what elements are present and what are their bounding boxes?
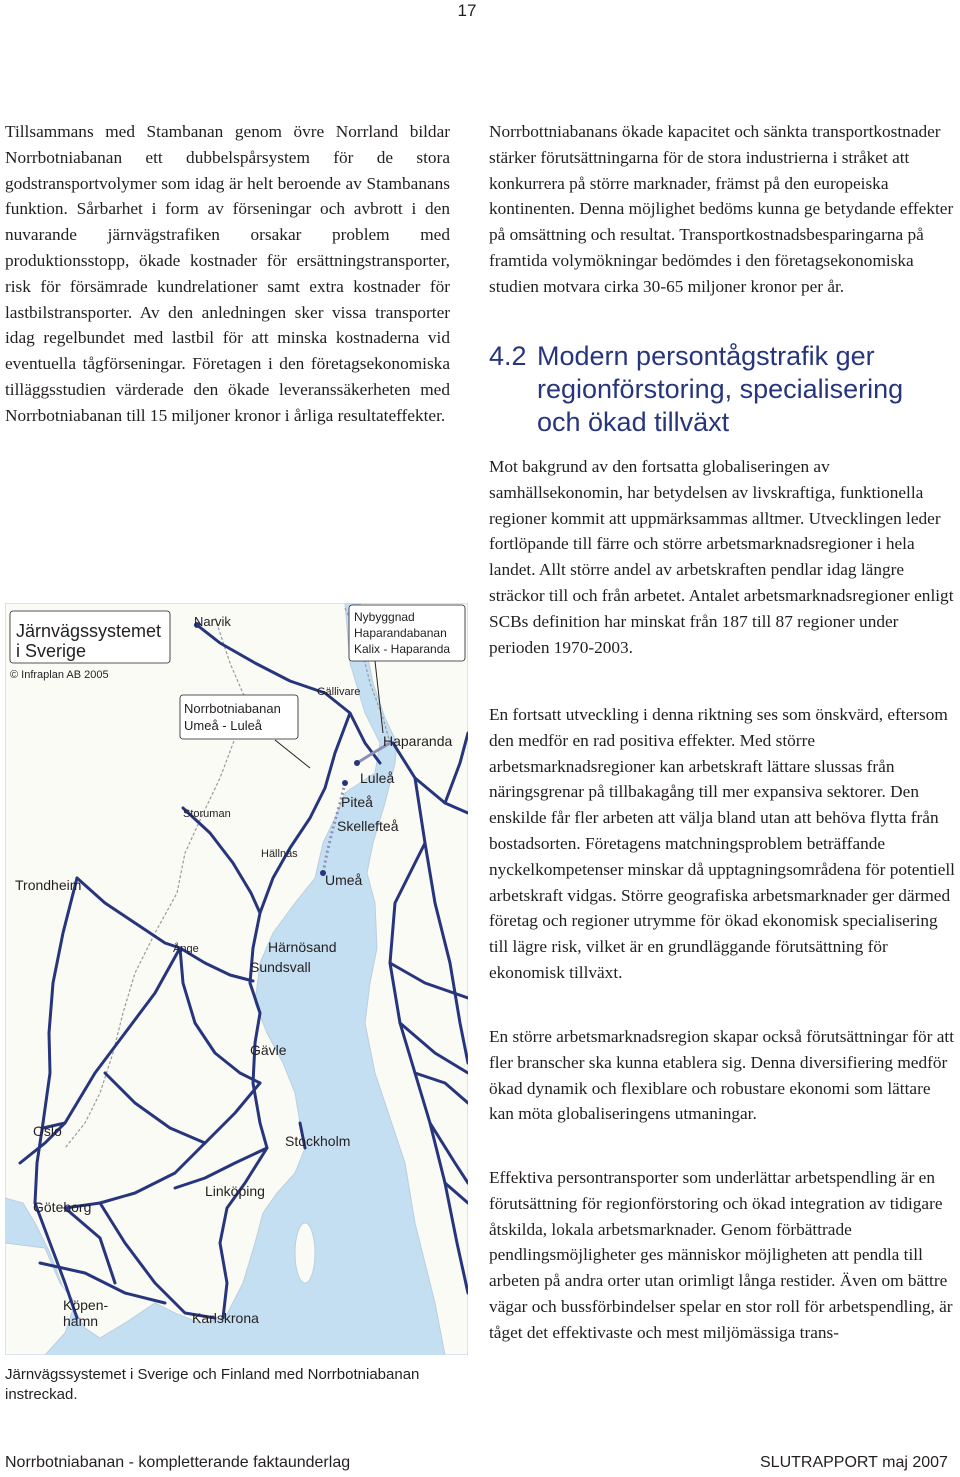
page-number: 17 bbox=[457, 1, 477, 20]
label-sundsvall: Sundsvall bbox=[250, 959, 311, 975]
callout-top-line1: Nybyggnad bbox=[354, 610, 415, 624]
section-heading bbox=[489, 340, 959, 439]
label-oslo: Oslo bbox=[33, 1123, 62, 1139]
label-gavle: Gävle bbox=[250, 1042, 287, 1058]
label-hallnas: Hällnäs bbox=[261, 848, 298, 860]
label-lulea: Luleå bbox=[360, 770, 395, 786]
city-dot bbox=[342, 780, 348, 786]
label-stockholm: Stockholm bbox=[285, 1133, 351, 1149]
label-kopenhamn-line1: Köpen- bbox=[63, 1297, 109, 1313]
label-haparanda: Haparanda bbox=[383, 733, 453, 749]
label-karlskrona: Karlskrona bbox=[192, 1310, 259, 1326]
map-copyright: © Infraplan AB 2005 bbox=[10, 669, 109, 681]
label-pitea: Piteå bbox=[341, 794, 373, 810]
city-dot bbox=[354, 760, 360, 766]
label-ange: Ånge bbox=[173, 943, 199, 955]
label-narvik: Narvik bbox=[194, 614, 231, 629]
body-paragraph: Mot bakgrund av den fortsatta globaliseringen av samhällsekonomin, har betydelsen av livskraftiga, funktionella regioner kommit att uppmärksammas alltmer. Utvecklingen leder fortlöpande till färre och större arbetsmarknadsregioner i hela landet. Allt större andel av arbetskraften pendlar idag längre sträckor till och från arbetet. Antalet arbetsmarknadsregioner enligt SCBs definition har minskat från 187 till 87 regioner under perioden 1970-2003. bbox=[489, 457, 954, 657]
map-title-line1: Järnvägssystemet bbox=[16, 621, 162, 641]
map-title-line2: i Sverige bbox=[16, 641, 87, 661]
body-paragraph: Tillsammans med Stambanan genom övre Norrland bildar Norrbotniabanan ett dubbelspårsystem för de stora godstransportvolymer som idag är helt beroende av Stambanans funktion. Sårbarhet i form av förseningar och avbrott i den nuvarande järnvägstrafiken orsakar problem med produktionsstopp, ökade kostnader för ersättningstransporter, risk för försämrade kundrelationer samt extra kostnader för lastbilstransporter. Av den anledningen sker vissa transporter idag regelbundet med lastbil för att minska kostnaderna vid eventuella tågförseningar. Företagen i den företagsekonomiska tilläggsstudien värderade den ökade leveranssäkerheten med Norrbotniabanan till 15 miljoner kronor i årliga resultateffekter. bbox=[5, 122, 450, 425]
section-title: Modern persontågstrafik ger regionförstoring, specialisering och ökad tillväxt bbox=[537, 341, 904, 437]
label-trondheim: Trondheim bbox=[15, 877, 82, 893]
map-caption: Järnvägssystemet i Sverige och Finland med Norrbotniabanan instreckad. bbox=[5, 1366, 420, 1403]
label-skelleftea: Skellefteå bbox=[337, 818, 399, 834]
callout-top-line2: Haparandabanan bbox=[354, 626, 447, 640]
railway-map bbox=[5, 603, 468, 1355]
callout-top-line3: Kalix - Haparanda bbox=[354, 642, 451, 656]
body-paragraph: En större arbetsmarknadsregion skapar också förutsättningar för att fler branscher ska kunna etablera sig. Denna diversifiering medför ökad dynamik och flexiblare och robustare ekonomi som lättare kan möta globaliseringens utmaningar. bbox=[489, 1027, 954, 1124]
label-harnosand: Härnösand bbox=[268, 939, 337, 955]
callout-mid-line2: Umeå - Luleå bbox=[184, 718, 263, 733]
label-umea: Umeå bbox=[325, 872, 363, 888]
label-goteborg: Göteborg bbox=[33, 1199, 92, 1215]
label-storuman: Storuman bbox=[183, 808, 231, 820]
label-gallivare: Gällivare bbox=[317, 686, 361, 698]
body-paragraph: Norrbottniabanans ökade kapacitet och sänkta transportkostnader stärker förutsättningarna för de stora industrierna i stråket att konkurrera på större marknader, främst på den europeiska kontinenten. Denna möjlighet bedöms kunna ge betydande effekter på omsättning och resultat. Transportkostnadsbesparingarna på framtida volymökningar bedömdes i den företagsekonomiska studien motvara cirka 30-65 miljoner kronor per år. bbox=[489, 122, 954, 296]
callout-mid-line1: Norrbotniabanan bbox=[184, 701, 281, 716]
section-number: 4.2 bbox=[489, 341, 527, 371]
body-paragraph: Effektiva persontransporter som underlättar arbetspendling är en förutsättning för regionförstoring och ökad integration av tidigare åtskilda, lokala arbetsmarknader. Genom förbättrade pendlingsmöjligheter ges människor möjligheten att pendla till arbeten på andra orter utan orimligt långa restider. Även om bättre vägar och bussförbindelser spelar en stor roll för arbetspendling, är tåget det effektivaste och mest miljömässiga trans- bbox=[489, 1168, 953, 1342]
label-linkoping: Linköping bbox=[205, 1183, 265, 1199]
footer-document-title: Norrbotniabanan - kompletterande faktaunderlag bbox=[5, 1454, 351, 1471]
label-kopenhamn-line2: hamn bbox=[63, 1313, 99, 1329]
footer-report-date: SLUTRAPPORT maj 2007 bbox=[760, 1454, 948, 1471]
body-paragraph: En fortsatt utveckling i denna riktning ses som önskvärd, eftersom den medför en rad positiva effekter. Med större arbetsmarknadsregioner kan arbetskraft lättare slussas från näringsgrenar på tillbakagång till mer expansiva sektorer. Den enskilde får fler arbeten att välja bland utan att behöva flytta från bostadsorten. Företagens matchningsproblem beträffande nyckelkompetenser minskar då upptagningsområdena för potentiell arbetskraft vidgas. Större geografiska arbetsmarknader ger därmed företag och regioner utrymme för ökad ekonomisk specialisering till lägre risk, vilket är en grundläggande förutsättning för ekonomisk tillväxt. bbox=[489, 705, 955, 982]
land-gotland bbox=[295, 1223, 315, 1283]
